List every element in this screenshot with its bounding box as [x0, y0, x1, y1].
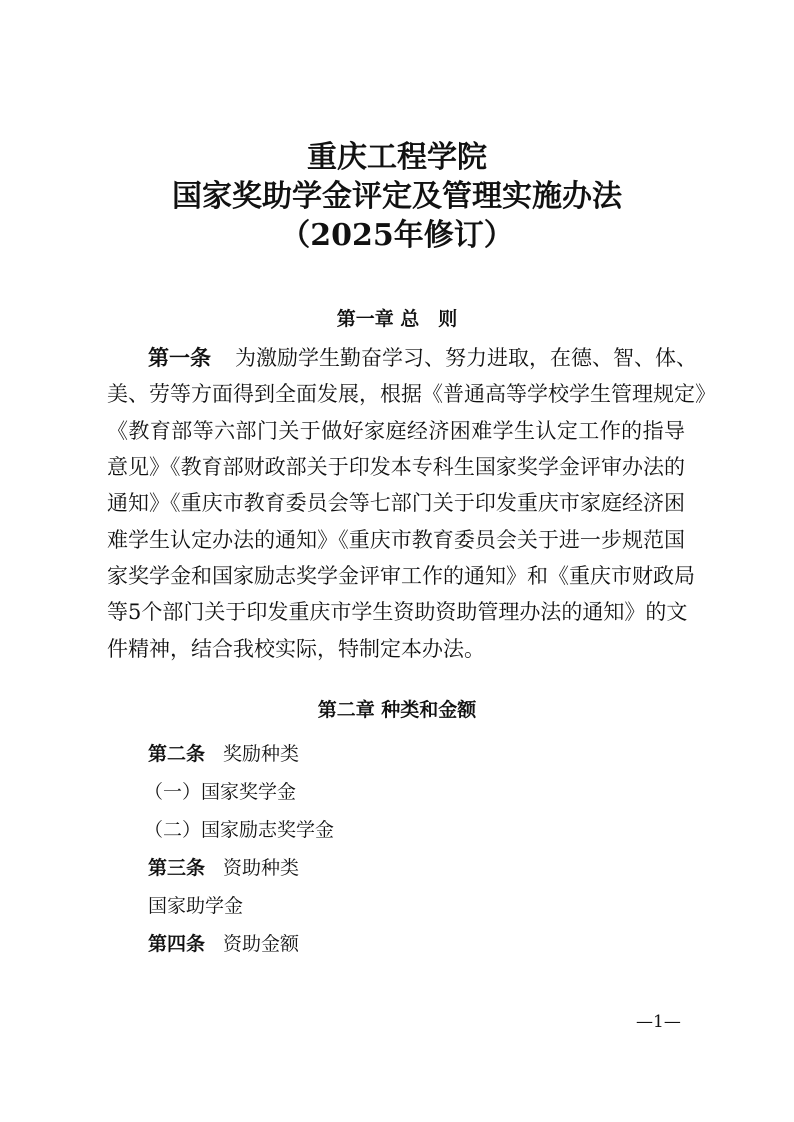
list-item: 国家助学金: [148, 895, 244, 917]
article-1-line: 件精神，结合我校实际，特制定本办法。: [107, 637, 485, 661]
article-1-line: 意见》《教育部财政部关于印发本专科生国家奖学金评审办法的: [107, 455, 685, 479]
document-title-school: 重庆工程学院: [307, 140, 487, 175]
article-text: 资助金额: [223, 933, 300, 955]
article-text: 奖励种类: [223, 743, 300, 765]
article-1-line: [148, 343, 697, 373]
article-3: [148, 854, 299, 882]
article-2: [148, 740, 299, 768]
article-1-line: 美、劳等方面得到全面发展，根据《普通高等学校学生管理规定》: [107, 382, 716, 406]
document-title-main: 国家奖助学金评定及管理实施办法: [172, 179, 622, 214]
chapter-1-heading: 第一章 总 则: [336, 308, 458, 330]
article-label: 第二条: [148, 743, 206, 765]
article-1-line: 等5个部门关于印发重庆市学生资助资助管理办法的通知》的文: [107, 600, 688, 624]
article-4: [148, 930, 299, 958]
article-label: 第四条: [148, 933, 206, 955]
page-number: —1—: [636, 1012, 681, 1032]
document-title-revision: （2025年修订）: [280, 218, 514, 253]
article-label: 第三条: [148, 857, 206, 879]
article-1-label: 第一条: [148, 345, 211, 370]
chapter-2-heading: 第二章 种类和金额: [317, 699, 477, 721]
article-text: 资助种类: [223, 857, 300, 879]
article-1-line: 《教育部等六部门关于做好家庭经济困难学生认定工作的指导: [107, 419, 685, 443]
article-1-line: 难学生认定办法的通知》《重庆市教育委员会关于进一步规范国: [107, 528, 685, 552]
article-1-line: 家奖学金和国家励志奖学金评审工作的通知》和《重庆市财政局: [107, 564, 695, 588]
list-item: （一）国家奖学金: [144, 781, 297, 803]
article-1-text: 为激励学生勤奋学习、努力进取，在德、智、体、: [235, 346, 697, 370]
list-item: （二）国家励志奖学金: [144, 819, 335, 841]
article-1-line: 通知》《重庆市教育委员会等七部门关于印发重庆市家庭经济困: [107, 491, 685, 515]
